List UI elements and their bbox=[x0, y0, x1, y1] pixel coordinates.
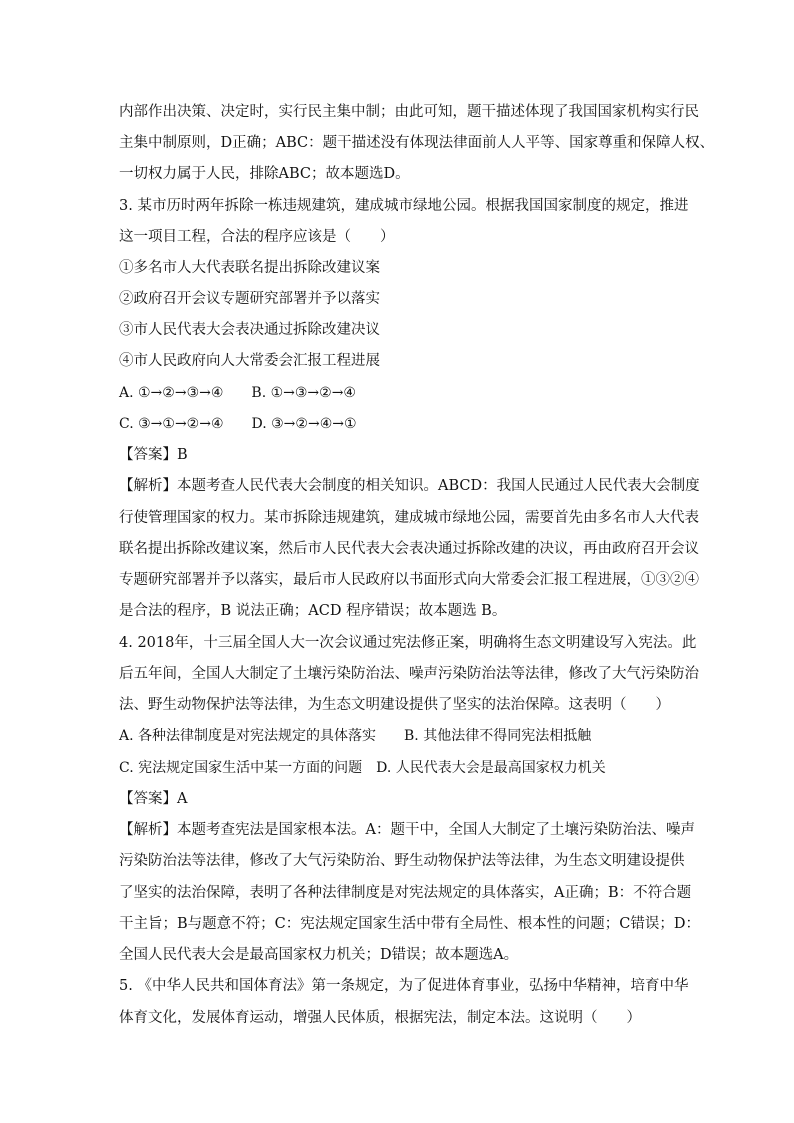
question-3-options-ab: A. ①→②→③→④ B. ①→③→②→④ bbox=[119, 385, 356, 401]
question-3-stem: 3. 某市历时两年拆除一栋违规建筑，建成城市绿地公园。根据我国国家制度的规定，推进 bbox=[119, 198, 689, 214]
question-3-options-cd: C. ③→①→②→④ D. ③→②→④→① bbox=[119, 416, 357, 432]
analysis-text: 【解析】本题考查宪法是国家根本法。A：题干中，全国人大制定了土壤污染防治法、噪声 bbox=[119, 822, 695, 838]
analysis-text: 污染防治法等法律，修改了大气污染防治、野生动物保护法等法律，为生态文明建设提供 bbox=[119, 853, 685, 869]
question-3-stem: 这一项目工程，合法的程序应该是（ ） bbox=[119, 229, 395, 245]
text-line: 一切权力属于人民，排除ABC；故本题选D。 bbox=[119, 166, 410, 182]
analysis-text: 是合法的程序，B 说法正确；ACD 程序错误；故本题选 B。 bbox=[119, 603, 507, 619]
question-4-stem: 4. 2018年，十三届全国人大一次会议通过宪法修正案，明确将生态文明建设写入宪法。此 bbox=[119, 635, 697, 651]
analysis-text: 全国人民代表大会是最高国家权力机关；D错误；故本题选A。 bbox=[119, 947, 519, 963]
analysis-text: 干主旨；B与题意不符；C：宪法规定国家生活中带有全局性、根本性的问题；C错误；D： bbox=[119, 916, 700, 932]
answer-label: 【答案】A bbox=[119, 791, 188, 807]
answer-label: 【答案】B bbox=[119, 447, 188, 463]
analysis-text: 【解析】本题考查人民代表大会制度的相关知识。ABCD：我国人民通过人民代表大会制度 bbox=[119, 478, 700, 494]
statement-2: ②政府召开会议专题研究部署并予以落实 bbox=[119, 291, 380, 307]
statement-4: ④市人民政府向人大常委会汇报工程进展 bbox=[119, 353, 380, 369]
question-5-stem: 体育文化，发展体育运动，增强人民体质，根据宪法，制定本法。这说明（ ） bbox=[119, 1010, 641, 1026]
question-4-options-cd: C. 宪法规定国家生活中某一方面的问题 D. 人民代表大会是最高国家权力机关 bbox=[119, 760, 606, 776]
question-5-stem: 5. 《中华人民共和国体育法》第一条规定，为了促进体育事业，弘扬中华精神，培育中华 bbox=[119, 978, 689, 994]
analysis-text: 专题研究部署并予以落实，最后市人民政府以书面形式向大常委会汇报工程进展，①③②④ bbox=[119, 572, 699, 588]
statement-1: ①多名市人大代表联名提出拆除改建议案 bbox=[119, 260, 380, 276]
statement-3: ③市人民代表大会表决通过拆除改建决议 bbox=[119, 322, 380, 338]
analysis-text: 了坚实的法治保障，表明了各种法律制度是对宪法规定的具体落实，A正确；B：不符合题 bbox=[119, 885, 692, 901]
text-line: 主集中制原则，D正确；ABC：题干描述没有体现法律面前人人平等、国家尊重和保障人权、 bbox=[119, 135, 715, 151]
analysis-text: 行使管理国家的权力。某市拆除违规建筑，建成城市绿地公园，需要首先由多名市人大代表 bbox=[119, 510, 699, 526]
text-line: 内部作出决策、决定时，实行民主集中制；由此可知，题干描述体现了我国国家机构实行民 bbox=[119, 104, 699, 120]
question-4-stem: 后五年间，全国人大制定了土壤污染防治法、噪声污染防治法等法律，修改了大气污染防治 bbox=[119, 666, 699, 682]
analysis-text: 联名提出拆除改建议案，然后市人民代表大会表决通过拆除改建的决议，再由政府召开会议 bbox=[119, 541, 699, 557]
question-4-options-ab: A. 各种法律制度是对宪法规定的具体落实 B. 其他法律不得同宪法相抵触 bbox=[119, 728, 592, 744]
question-4-stem: 法、野生动物保护法等法律，为生态文明建设提供了坚实的法治保障。这表明（ ） bbox=[119, 697, 670, 713]
